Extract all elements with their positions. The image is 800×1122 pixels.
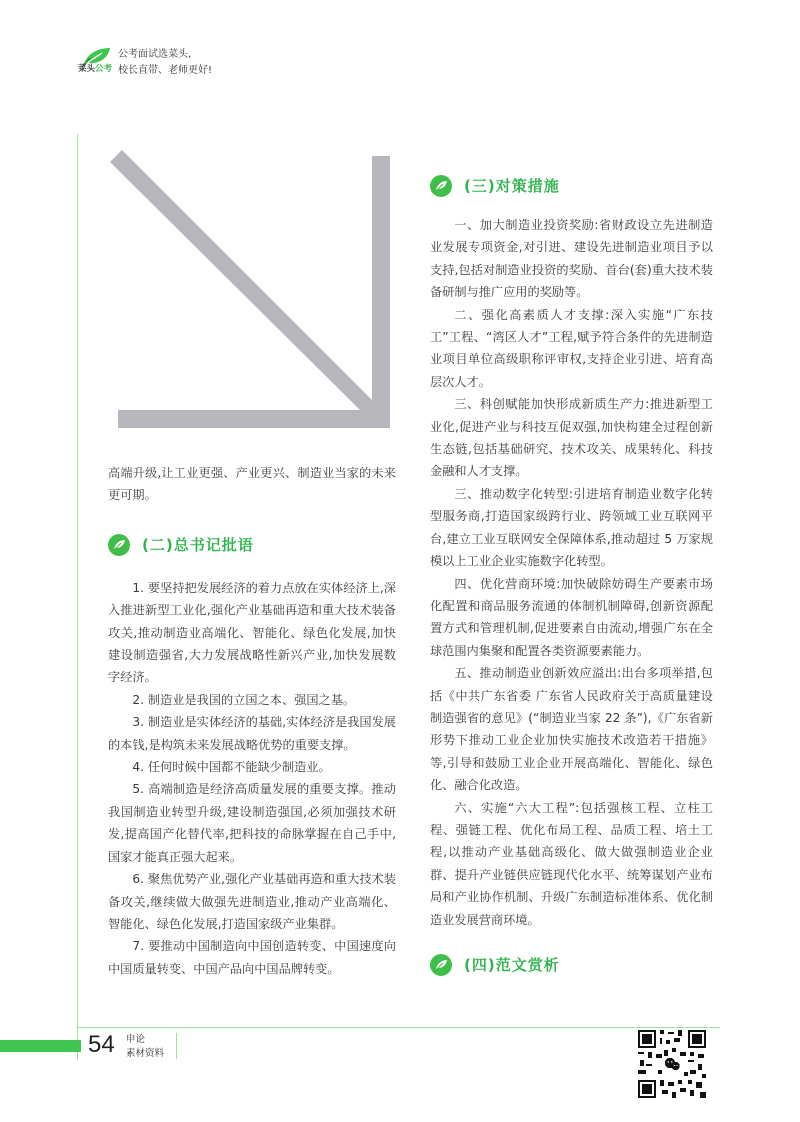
page-number: 54: [88, 1031, 115, 1058]
list-item: 二、强化高素质人才支撑:深入实施“广东技工”工程、“湾区人才”工程,赋予符合条件的先进制造业项目单位高级职称评审权,支持企业引进、培育高层次人才。: [430, 307, 713, 389]
list-item: 四、优化营商环境:加快破除妨碍生产要素市场化配置和商品服务流通的体制机制障碍,创新资源配置方式和管理机制,促进要素自由流动,增强广东在全球范围内集聚和配置各类资源要素能力。: [430, 576, 713, 658]
left-column: [108, 462, 396, 980]
section-2-heading: [108, 533, 396, 557]
magazine-name-line-2: 素材资料: [126, 1048, 165, 1059]
tagline-line-2: 校长直带、老师更好!: [118, 65, 213, 76]
section-4-heading: [430, 953, 713, 977]
header-tagline: [118, 47, 212, 79]
list-item: 6. 聚焦优势产业,强化产业基础再造和重大技术装备攻关,继续做大做强先进制造业,推动产业高端化、智能化、绿色化发展,打造国家级产业集群。: [108, 872, 396, 931]
list-item: 2. 制造业是我国的立国之本、强国之基。: [132, 692, 356, 707]
intro-paragraph: 高端升级,让工业更强、产业更兴、制造业当家的未来更可期。: [108, 466, 396, 503]
qr-code-icon[interactable]: [636, 1028, 708, 1100]
leaf-badge-icon: [108, 534, 130, 556]
list-item: 3. 制造业是实体经济的基础,实体经济是我国发展的本钱,是构筑未来发展战略优势的重要支撑。: [108, 715, 396, 752]
list-item: 五、推动制造业创新效应溢出:出台多项举措,包括《中共广东省委 广东省人民政府关于高质量建设制造强省的意见》(“制造业当家 22 条”),《广东省新形势下推动工业企业加快实施技术改造若干措施》等,引导和鼓励工业企业开展高端化、智能化、绿色化、融合化改造。: [430, 666, 713, 793]
section-3-title: (三)对策措施: [464, 176, 560, 195]
list-item: 7. 要推动中国制造向中国创造转变、中国速度向中国质量转变、中国产品向中国品牌转变。: [108, 939, 396, 976]
leaf-badge-icon: [430, 954, 452, 976]
list-item: 三、推动数字化转型:引进培育制造业数字化转型服务商,打造国家级跨行业、跨领域工业互联网平台,建立工业互联网安全保障体系,推动超过 5 万家规模以上工业企业实施数字化转型。: [430, 486, 713, 569]
magazine-name: [126, 1033, 164, 1061]
footer-separator: [176, 1033, 177, 1059]
list-item: 4. 任何时候中国都不能缺少制造业。: [132, 760, 331, 775]
list-item: 5. 高端制造是经济高质量发展的重要支撑。推动我国制造业转型升级,建设制造强国,必须加强技术研发,提高国产化替代率,把科技的命脉掌握在自己手中,国家才能真正强大起来。: [108, 782, 396, 864]
bottom-frame-line: [77, 1027, 720, 1028]
logo-text-green: 公考: [95, 64, 113, 74]
section-2-title: (二)总书记批语: [142, 535, 254, 554]
decorative-down-right-arrow-icon: [100, 148, 390, 428]
footer-green-bar: [0, 1040, 81, 1052]
magazine-name-line-1: 申论: [126, 1034, 146, 1045]
list-item: 一、加大制造业投资奖励:省财政设立先进制造业发展专项资金,对引进、建设先进制造业项目予以支持,包括对制造业投资的奖励、首台(套)重大技术装备研制与推广应用的奖励等。: [430, 218, 713, 300]
list-item: 三、科创赋能加快形成新质生产力:推进新型工业化,促进产业与科技互促双强,加快构建全过程创新生态链,包括基础研究、技术攻关、成果转化、科技金融和人才支撑。: [430, 397, 713, 479]
list-item: 1. 要坚持把发展经济的着力点放在实体经济上,深入推进新型工业化,强化产业基础再造和重大技术装备攻关,推动制造业高端化、智能化、绿色化发展,加快建设制造强省,大力发展战略性新兴产业,加快发展数字经济。: [108, 580, 396, 685]
leaf-badge-icon: [430, 175, 452, 197]
left-frame-line: [77, 134, 78, 1060]
logo-wordmark: [78, 62, 112, 74]
right-column: [430, 174, 713, 977]
section-3-heading: [430, 174, 713, 198]
list-item: 六、实施“六大工程”:包括强核工程、立柱工程、强链工程、优化布局工程、品质工程、培土工程,以推动产业基础高级化、做大做强制造业企业群、提升产业链供应链现代化水平、统筹谋划产业布局和产业协作机制、升级广东制造标准体系、优化制造业发展营商环境。: [430, 800, 713, 927]
logo-text-dark: 菜头: [78, 64, 96, 74]
tagline-line-1: 公考面试选菜头,: [118, 49, 192, 60]
section-4-title: (四)范文赏析: [464, 955, 560, 974]
